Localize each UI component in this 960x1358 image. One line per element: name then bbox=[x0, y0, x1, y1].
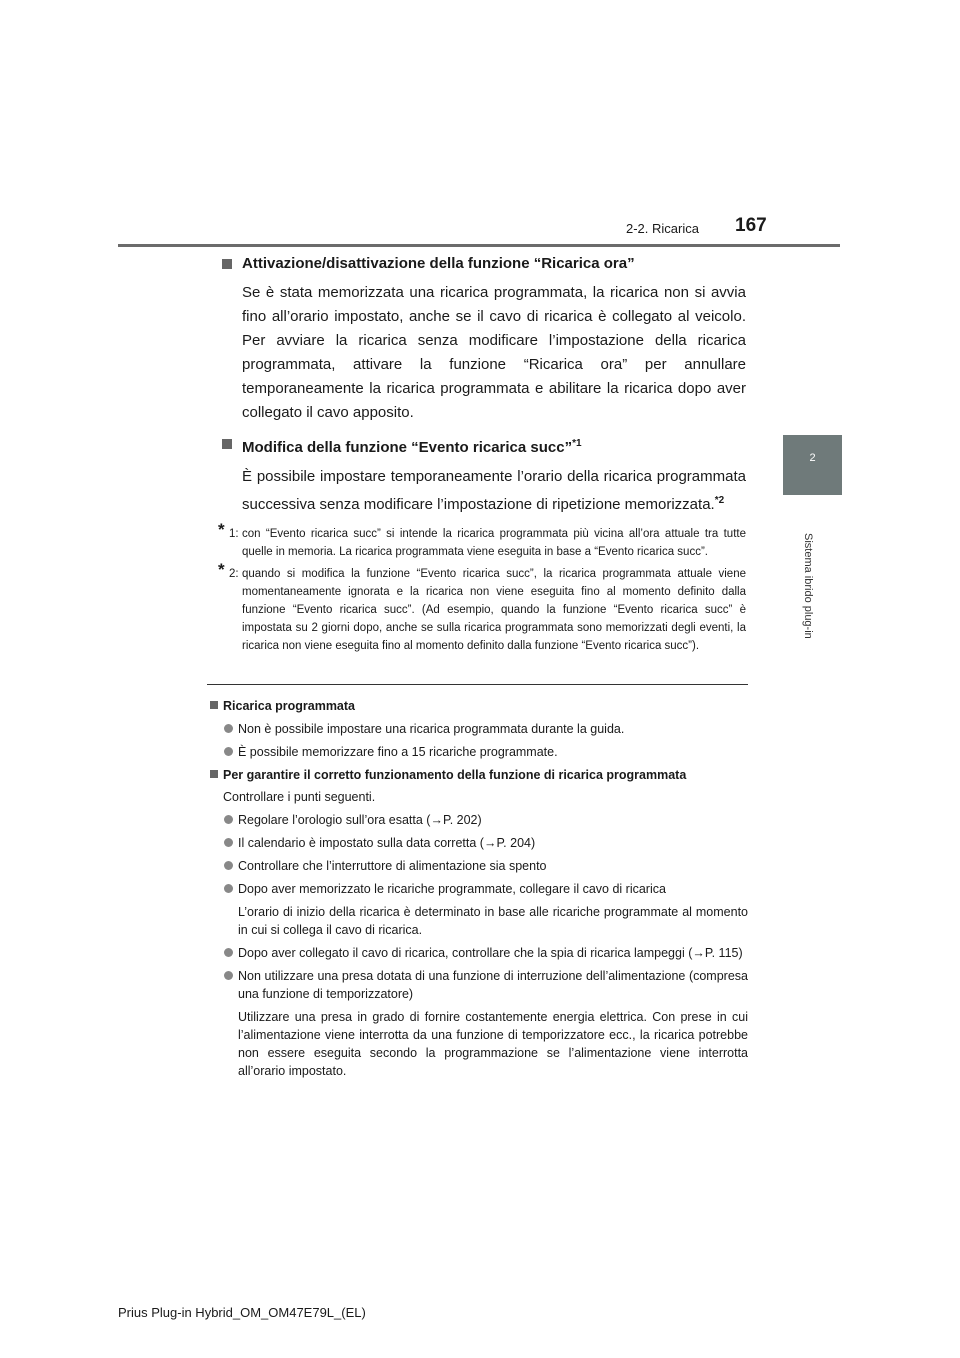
page-number: 167 bbox=[735, 215, 767, 236]
footnote-star: * bbox=[218, 520, 225, 539]
section-title-ricarica-ora: Attivazione/disattivazione della funzione “Ricarica ora” bbox=[222, 253, 746, 275]
footnote-ref-2: *2 bbox=[714, 495, 725, 506]
notes-divider bbox=[207, 684, 748, 685]
notes-bullet: Il calendario è impostato sulla data corretta (→P. 204) bbox=[223, 834, 748, 852]
main-content bbox=[218, 253, 746, 659]
footnote-text: con “Evento ricarica succ” si intende la ricarica programmata più vicina all’ora attuale tra tutte quelle in memoria. La ricarica programmata viene eseguita in base a “Evento ricarica succ”. bbox=[242, 528, 746, 558]
footnote-text: quando si modifica la funzione “Evento ricarica succ”, la ricarica programmata attuale viene momentaneamente ignorata e la ricarica non viene eseguita fino al momento definito dalla funzione “Evento ricarica succ”. (Ad esempio, quando la funzione “Evento ricarica succ” è impostata su 2 giorni dopo, anche se sulla ricarica programmata sono memorizzati degli eventi, la ricarica non viene eseguita fino al momento definito dalla funzione “Evento ricarica succ”). bbox=[242, 568, 746, 652]
footnote-number: 2: bbox=[229, 568, 239, 580]
footnote-number: 1: bbox=[229, 528, 239, 540]
section-body-evento-ricarica: È possibile impostare temporaneamente l’orario della ricarica programmata successiva senza modificare l’impostazione di ripetizione memorizzata.$^{*2}$ bbox=[242, 468, 746, 513]
notes-title-funzionamento: Per garantire il corretto funzionamento della funzione di ricarica programmata bbox=[210, 766, 748, 784]
notes-bullet: Non è possibile impostare una ricarica programmata durante la guida. bbox=[223, 720, 748, 738]
chapter-tab bbox=[783, 435, 842, 495]
footnote-1 bbox=[218, 520, 746, 561]
notes-bullet: Non utilizzare una presa dotata di una funzione di interruzione dell’alimentazione (compresa una funzione di temporizzatore) bbox=[223, 967, 748, 1003]
footnote-star: * bbox=[218, 560, 225, 579]
notes-title-ricarica-programmata: Ricarica programmata bbox=[210, 697, 748, 715]
footnote-2 bbox=[218, 560, 746, 655]
notes-bullet: Controllare che l’interruttore di alimentazione sia spento bbox=[223, 857, 748, 875]
notes-bullet: Dopo aver collegato il cavo di ricarica, controllare che la spia di ricarica lampeggi (→P. 115) bbox=[223, 944, 748, 962]
chapter-tab-number: 2 bbox=[809, 452, 816, 464]
notes-bullet: Regolare l’orologio sull’ora esatta (→P. 202) bbox=[223, 811, 748, 829]
notes-bullet: È possibile memorizzare fino a 15 ricariche programmate. bbox=[223, 743, 748, 761]
footer-document-id: Prius Plug-in Hybrid_OM_OM47E79L_(EL) bbox=[118, 1305, 366, 1320]
notes-intro: Controllare i punti seguenti. bbox=[223, 790, 376, 804]
notes-section bbox=[210, 695, 748, 1084]
header-section: 2-2. Ricarica bbox=[626, 221, 699, 236]
footnote-ref-1: *1 bbox=[572, 438, 582, 449]
section-title-evento-ricarica: Modifica della funzione “Evento ricarica succ”$^{*1}$ bbox=[222, 433, 746, 459]
notes-bullet: Dopo aver memorizzato le ricariche programmate, collegare il cavo di ricarica bbox=[223, 880, 748, 898]
section-body-ricarica-ora: Se è stata memorizzata una ricarica programmata, la ricarica non si avvia fino all’orario impostato, anche se il cavo di ricarica è collegato al veicolo. Per avviare la ricarica senza modificare l’impostazione della ricarica programmata, attivare la funzione “Ricarica ora” per annullare temporaneamente la ricarica programmata e abilitare la ricarica dopo aver collegato il cavo apposito. bbox=[242, 284, 746, 421]
notes-bullet-detail: Utilizzare una presa in grado di fornire costantemente energia elettrica. Con prese in cui l’alimentazione viene interrotta da una funzione di temporizzatore ecc., la ricarica potrebbe non essere eseguita secondo la programmazione se l’alimentazione viene interrotta all’orario impostato. bbox=[238, 1010, 748, 1078]
header-rule bbox=[118, 244, 840, 247]
notes-bullet-detail: L’orario di inizio della ricarica è determinato in base alle ricariche programmate al momento in cui si collega il cavo di ricarica. bbox=[238, 905, 748, 937]
chapter-tab-label: Sistema ibrido plug-in bbox=[802, 533, 814, 639]
